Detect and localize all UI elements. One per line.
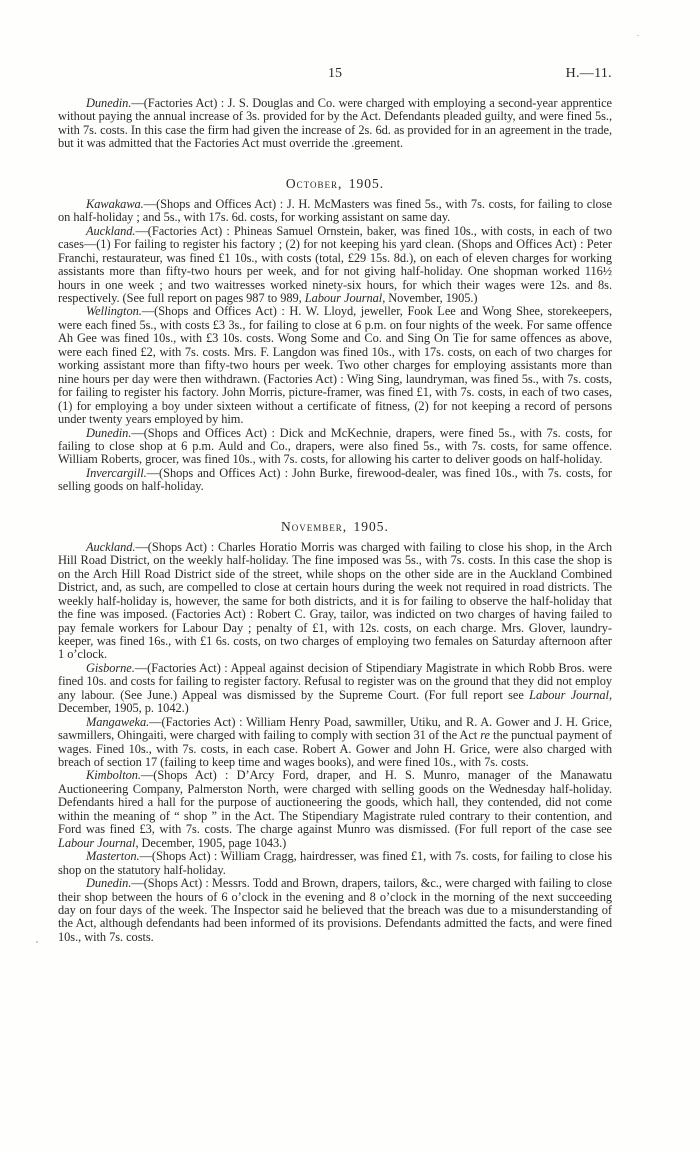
paragraph	[58, 850, 612, 877]
text-segment: the punctual payment of wages. Fined 10s., with 7s. costs, in each case. Robert A. Gower and John H. Grice, were also charged with breach of section 17 (failing to keep time and wages books), and were fined 10s., with 7s. costs.	[58, 728, 612, 770]
place-name: Dunedin.	[86, 425, 132, 440]
paragraph	[58, 225, 612, 306]
report-code: H.—11.	[565, 66, 612, 81]
text-segment: —(Shops and Offices Act) : John Burke, firewood-dealer, was fined 10s., with 7s. costs, for selling goods on half-holiday.	[58, 465, 612, 494]
page-header	[58, 66, 612, 84]
place-name: Wellington.	[86, 304, 142, 319]
place-name: Kimbolton.	[86, 768, 141, 783]
italic-text: Labour Journal	[304, 290, 383, 305]
scan-speck	[36, 941, 38, 943]
italic-text: Labour Journal	[529, 687, 609, 702]
paragraph	[58, 97, 612, 151]
paragraph	[58, 769, 612, 850]
text-segment: —(Factories Act) : Phineas Samuel Ornstein, baker, was fined 10s., with costs, in each of two cases—(1) For failing to register his factory ; (2) for not keeping his yard clean. (Shops and Offices Act) : Peter Franchi, restaurateur, was fined £1 10s., with costs (total, £29 15s. 8d.), on each of eleven charges for working assistants more than fifty-two hours per week, and for not giving half-holiday. One shopman worked 116½ hours in one week ; and two waitresses worked ninety-six hours, for which their wages were 12s. and 8s. respectively. (See full report on pages 987 to 989,	[58, 223, 612, 305]
place-name: Invercargill.	[86, 465, 147, 480]
text-segment: —(Factories Act) : Appeal against decision of Stipendiary Magistrate in which Robb Bros. were fined 10s. and costs for failing to register factory. Refusal to register was on the ground that they did not employ any labour. (See June.) Appeal was dismissed by the Supreme Court. (For full report see	[58, 660, 612, 702]
paragraph	[58, 467, 612, 494]
text-segment: —(Factories Act) : J. S. Douglas and Co. were charged with employing a second-year apprentice without paying the annual increase of 3s. provided for by the Act. Defendants pleaded guilty, and were fined 5s., with 7s. costs. In this case the firm had given the increase of 2s. 6d. as provided for in an agreement in the trade, but it was admitted that the Factories Act must override the .greement.	[58, 96, 612, 151]
place-name: Gisborne.	[86, 660, 135, 675]
place-name: Auckland.	[86, 223, 136, 238]
place-name: Masterton.	[86, 849, 140, 864]
page-number: 15	[328, 66, 342, 81]
paragraph	[58, 198, 612, 225]
place-name: Auckland.	[86, 539, 136, 554]
place-name: Mangaweka.	[86, 714, 150, 729]
text-segment: —(Shops and Offices Act) : H. W. Lloyd, jeweller, Fook Lee and Wong Shee, storekeepers, were each fined 5s., with costs £3 3s., for failing to close at 6 p.m. on four nights of the week. For same offence Ah Gee was fined 10s., with £3 10s. costs. Wong Some and Co. and Sing On Tie for same offences as above, were each fined £2, with 7s. costs. Mrs. F. Langdon was fined 10s., with 17s. costs, on each of two charges for working assistant more than fifty-two hours per week. Two other charges for employing assistants more than nine hours per day were then withdrawn. (Factories Act) : Wing Sing, laundryman, was fined 5s., with 7s. costs, for failing to register his factory. John Morris, picture-framer, was fined £1, with 7s. costs, in each of two cases, (1) for employing a boy under sixteen without a certificate of fitness, (2) for not keeping a record of persons under twenty years employed by him.	[58, 304, 612, 427]
text-segment: —(Factories Act) : William Henry Poad, sawmiller, Utiku, and R. A. Gower and J. H. Grice, sawmillers, Ohingaiti, were charged with failing to comply with section 31 of the Act	[58, 714, 612, 743]
paragraph	[58, 541, 612, 662]
text-segment: , November, 1905.)	[382, 290, 478, 305]
paragraph	[58, 427, 612, 467]
paragraph	[58, 662, 612, 716]
text-segment: —(Shops Act) : D’Arcy Ford, draper, and H. S. Munro, manager of the Manawatu Auctioneering Company, Palmerston North, were charged with selling goods on the Wednesday half-holiday. Defendants hired a hall for the purpose of auctioneering the goods, which hall, they contended, did not come within the meaning of “ shop ” in the Act. The Stipendiary Magistrate ruled contrary to their contention, and Ford was fined £3, with 7s. costs. The charge against Munro was dismissed. (For full report of the case see	[58, 768, 612, 837]
italic-text: re	[480, 728, 490, 743]
paragraph	[58, 305, 612, 426]
text-segment: —(Shops Act) : Messrs. Todd and Brown, drapers, tailors, &c., were charged with failing to close their shop between the hours of 6 o’clock in the evening and 8 o’clock in the morning of the next succeeding day on four days of the week. The Inspector said he believed that the breach was due to a misunderstanding of the Act, although defendants had been informed of its provisions. Defendants admitted the facts, and were fined 10s., with 7s. costs.	[58, 876, 612, 944]
place-name: Kawakawa.	[86, 196, 144, 211]
place-name: Dunedin.	[86, 876, 132, 891]
text-segment: —(Shops and Offices Act) : J. H. McMasters was fined 5s., with 7s. costs, for failing to close on half-holiday ; and 5s., with 17s. 6d. costs, for working assistant on same day.	[58, 196, 612, 225]
text-segment: —(Shops Act) : William Cragg, hairdresser, was fined £1, with 7s. costs, for failing to close his shop on the statutory half-holiday.	[58, 849, 612, 877]
paragraph	[58, 716, 612, 770]
text-segment: , December, 1905, page 1043.)	[135, 835, 287, 850]
text-block	[58, 66, 612, 944]
section-heading: November, 1905.	[281, 518, 389, 534]
text-segment: —(Shops and Offices Act) : Dick and McKechnie, drapers, were fined 5s., with 7s. costs, for failing to close shop at 6 p.m. Auld and Co., drapers, were also fined 5s., with 7s. costs, for same offence. William Roberts, grocer, was fined 10s., with 7s. costs, for allowing his carter to deliver goods on half-holiday.	[58, 425, 612, 467]
section-heading: October, 1905.	[285, 175, 385, 191]
document-body	[58, 97, 612, 944]
text-segment: , December, 1905, p. 1042.)	[58, 687, 612, 716]
place-name: Dunedin.	[86, 96, 132, 110]
italic-text: Labour Journal	[58, 835, 136, 850]
text-segment: —(Shops Act) : Charles Horatio Morris was charged with failing to close his shop, in the Arch Hill Road District, on the weekly half-holiday. The fine imposed was 5s., with 7s. costs. In this case the shop is on the Arch Hill Road District side of the street, while shops on the other side are in the Auckland Combined District, and, as such, are compelled to close at certain hours during the week not required in road districts. The weekly half-holiday is, however, the same for both districts, and it is for failing to observe the half-holiday that the fine was imposed. (Factories Act) : Robert C. Gray, tailor, was indicted on two charges of having failed to pay female workers for Labour Day ; penalty of £1, with 12s. costs, on each charge. Mrs. Glover, laundry-keeper, was fined 16s., with £1 6s. costs, on two charges of employing two females on Saturday afternoon after 1 o’clock.	[58, 539, 612, 662]
scan-speck	[637, 35, 639, 36]
paragraph	[58, 877, 612, 944]
